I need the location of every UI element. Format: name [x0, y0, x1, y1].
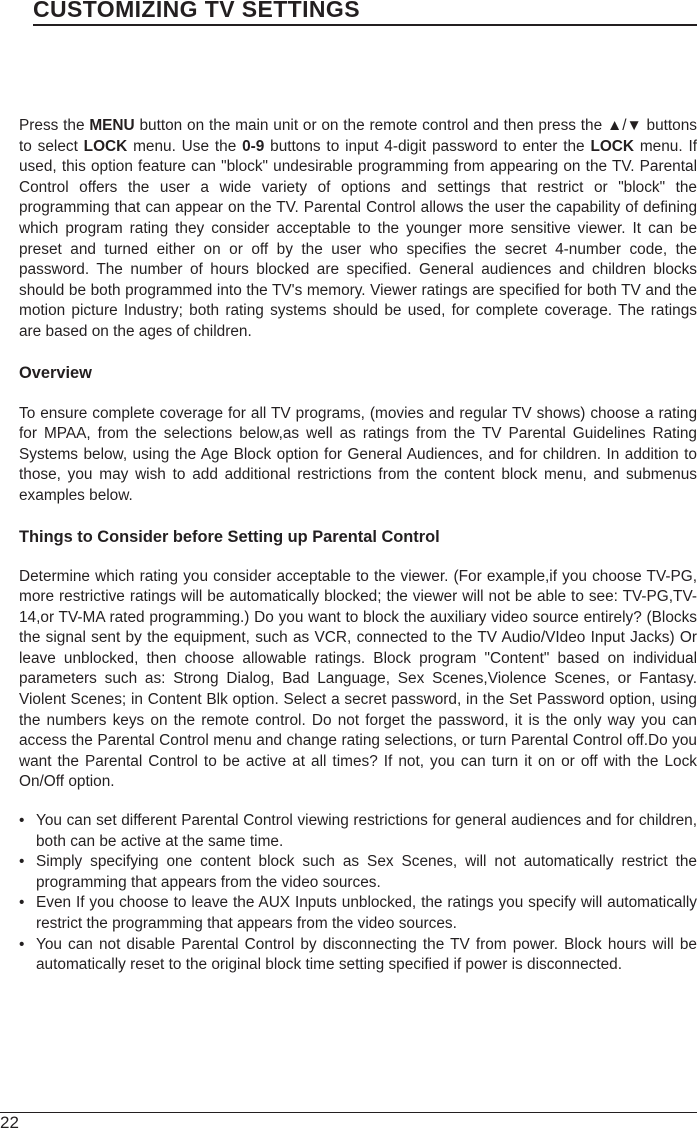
page-header: [33, 0, 697, 26]
intro-text-2: button on the main unit or on the remote control and then press the: [134, 117, 607, 134]
lock-menu-label-2: LOCK: [590, 137, 635, 155]
menu-button-label: MENU: [89, 117, 135, 134]
intro-text-3: buttons to select: [19, 117, 697, 155]
consider-paragraph: Determine which rating you consider acceptable to the viewer. (For example,if you choose TV-PG, more restrictive ratings will be automatically blocked; the viewer will not be able to see: TV-PG,TV-14,or TV-MA rated programming.) Do you want to block the auxiliary video source entirely? (Blocks the signal sent by the equipment, such as VCR, connected to the TV Audio/VIdeo Input Jacks) Or leave unblocked, then choose allowable ratings. Block program "Content" based on individual parameters such as: Strong Dialog, Bad Language, Sex Scenes,Violence Scenes, or Fantasy. Violent Scenes; in Content Blk option. Select a secret password, in the Set Password option, using the numbers keys on the remote control. Do not forget the password, it is the only way you can access the Parental Control menu and change rating selections, or turn Parental Control off.Do you want the Parental Control to be active at all times? If not, you can turn it on or off with the Lock On/Off option.: [19, 567, 697, 791]
page-number: 22: [0, 1113, 19, 1132]
intro-text-5: buttons to input 4-digit password to enter the: [264, 137, 591, 155]
digit-buttons-label: 0-9: [242, 137, 265, 155]
intro-text-6: menu. If used, this option feature can "block" undesirable programming from appearing on the TV. Parental Control offers the user a wide variety of options and settings that restrict or "block" the programming that can appear on the TV. Parental Control allows the user the capability of defining which program rating they consider acceptable to the younger more sensitive viewer. It can be preset and turned either on or off by the user who specifies the secret 4-number code, the password. The number of hours blocked are specified. General audiences and children blocks should be both programmed into the TV's memory. Viewer ratings are specified for both TV and the motion picture Industry; both rating systems should be used, for complete coverage. The ratings are based on the ages of children.: [19, 137, 697, 340]
overview-heading: Overview: [19, 363, 92, 382]
intro-text-1: Press the: [19, 117, 90, 134]
intro-text-4: menu. Use the: [127, 137, 243, 155]
overview-paragraph: To ensure complete coverage for all TV programs, (movies and regular TV shows) choose a rating for MPAA, from the selections below,as well as ratings from the TV Parental Guidelines Rating Systems below, using the Age Block option for General Audiences, and for children. In addition to those, you may wish to add additional restrictions from the content block menu, and submenus examples below.: [19, 404, 697, 504]
intro-paragraph: [19, 116, 697, 343]
list-item: • You can set different Parental Control viewing restrictions for general audiences and for children, both can be active at the same time.: [19, 811, 697, 852]
page-title: CUSTOMIZING TV SETTINGS: [33, 0, 360, 22]
footer-divider: [0, 1112, 697, 1113]
consider-heading: Things to Consider before Setting up Parental Control: [19, 527, 440, 546]
up-down-arrow-icon: ▲/▼: [606, 117, 642, 134]
list-item: • You can not disable Parental Control by disconnecting the TV from power. Block hours will be automatically reset to the original block time setting specified if power is disconnected.: [19, 935, 697, 976]
page-content: [19, 116, 697, 976]
tips-list: [19, 811, 697, 976]
list-item: • Simply specifying one content block such as Sex Scenes, will not automatically restrict the programming that appears from the video sources.: [19, 852, 697, 893]
list-item: • Even If you choose to leave the AUX Inputs unblocked, the ratings you specify will automatically restrict the programming that appears from the video sources.: [19, 893, 697, 934]
lock-menu-label: LOCK: [83, 137, 128, 155]
